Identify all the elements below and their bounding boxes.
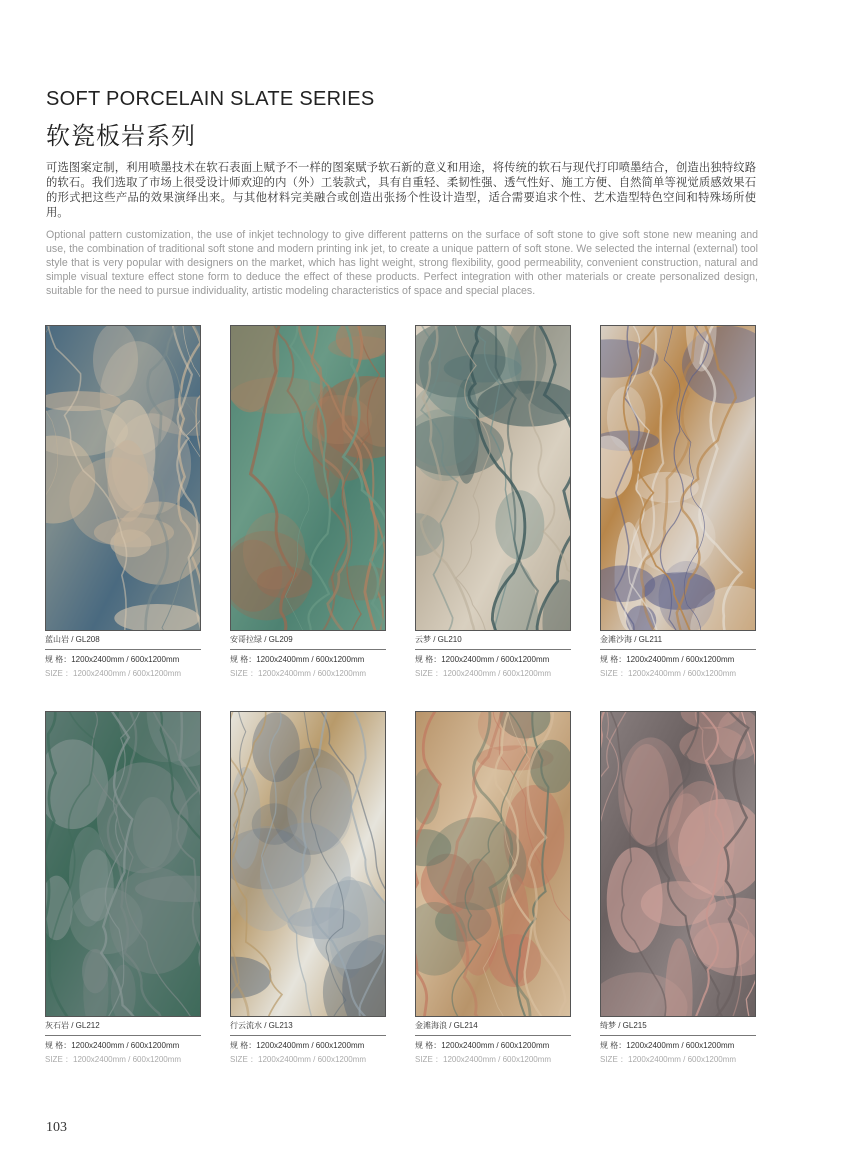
product-card[interactable] xyxy=(600,711,756,1065)
product-name: 灰石岩 / GL212 xyxy=(45,1020,201,1036)
product-spec-cn: 规 格：1200x2400mm / 600x1200mm xyxy=(45,655,180,664)
intro-cn: 可选图案定制，利用喷墨技术在软石表面上赋予不一样的图案赋予软石新的意义和用途，将传统的软石与现代打印喷墨结合，创造出独特纹路的软石。我们选取了市场上很受设计师欢迎的内（外）工装款式，具有自重轻、柔韧性强、透气性好、施工方便、自然简单等视觉质感效果石的形式把这些产品的效果演绎出来。与其他材料完美融合或创造出张扬个性设计造型，适合需要追求个性、艺术造型特色空间和特殊场所使用。 xyxy=(46,162,756,219)
product-spec-cn: 规 格：1200x2400mm / 600x1200mm xyxy=(415,1041,550,1050)
product-name: 云梦 / GL210 xyxy=(415,634,571,650)
stone-swatch xyxy=(45,325,201,631)
stone-texture xyxy=(601,326,755,630)
product-card[interactable] xyxy=(600,325,756,679)
product-spec-en: SIZE ：1200x2400mm / 600x1200mm xyxy=(45,669,182,678)
product-spec-cn: 规 格：1200x2400mm / 600x1200mm xyxy=(230,655,365,664)
product-spec-cn: 规 格：1200x2400mm / 600x1200mm xyxy=(45,1041,180,1050)
stone-texture xyxy=(231,326,385,630)
stone-swatch xyxy=(415,711,571,1017)
product-name: 金滩海浪 / GL214 xyxy=(415,1020,571,1036)
product-card[interactable] xyxy=(415,325,571,679)
stone-texture xyxy=(601,712,755,1016)
title-cn: 软瓷板岩系列 xyxy=(46,123,196,150)
product-card[interactable] xyxy=(415,711,571,1065)
product-spec-en: SIZE ：1200x2400mm / 600x1200mm xyxy=(415,1055,552,1064)
product-card[interactable] xyxy=(45,325,201,679)
product-spec-en: SIZE ：1200x2400mm / 600x1200mm xyxy=(415,669,552,678)
product-spec-en: SIZE ：1200x2400mm / 600x1200mm xyxy=(600,669,737,678)
product-spec-en: SIZE ：1200x2400mm / 600x1200mm xyxy=(45,1055,182,1064)
stone-texture xyxy=(416,712,570,1016)
product-spec-cn: 规 格：1200x2400mm / 600x1200mm xyxy=(600,655,735,664)
product-card[interactable] xyxy=(230,711,386,1065)
product-card[interactable] xyxy=(45,711,201,1065)
stone-texture xyxy=(46,712,200,1016)
stone-swatch xyxy=(45,711,201,1017)
stone-swatch xyxy=(230,325,386,631)
stone-swatch xyxy=(230,711,386,1017)
product-spec-en: SIZE ：1200x2400mm / 600x1200mm xyxy=(230,1055,367,1064)
product-name: 安哥拉绿 / GL209 xyxy=(230,634,386,650)
product-spec-cn: 规 格：1200x2400mm / 600x1200mm xyxy=(415,655,550,664)
stone-texture xyxy=(416,326,570,630)
stone-texture xyxy=(46,326,200,630)
product-name: 绮梦 / GL215 xyxy=(600,1020,756,1036)
title-en: SOFT PORCELAIN SLATE SERIES xyxy=(46,88,375,110)
product-card[interactable] xyxy=(230,325,386,679)
product-spec-cn: 规 格：1200x2400mm / 600x1200mm xyxy=(600,1041,735,1050)
stone-swatch xyxy=(415,325,571,631)
page-number: 103 xyxy=(46,1120,67,1135)
stone-texture xyxy=(231,712,385,1016)
product-name: 金滩沙海 / GL211 xyxy=(600,634,756,650)
stone-swatch xyxy=(600,711,756,1017)
product-spec-en: SIZE ：1200x2400mm / 600x1200mm xyxy=(230,669,367,678)
product-spec-en: SIZE ：1200x2400mm / 600x1200mm xyxy=(600,1055,737,1064)
product-spec-cn: 规 格：1200x2400mm / 600x1200mm xyxy=(230,1041,365,1050)
product-name: 蓝山岩 / GL208 xyxy=(45,634,201,650)
stone-swatch xyxy=(600,325,756,631)
intro-en: Optional pattern customization, the use of inkjet technology to give different patterns on the surface of soft stone to give soft stone new meaning and use, the combination of traditional soft stone and modern printing ink jet, to create a unique pattern of soft stone. We selected the internal (external) tool style that is very popular with designers on the market, which has light weight, strong flexibility, good permeability, convenient construction, natural and simple visual texture effect stone form to deduce the effect of these products. Perfect integration with other materials or create personalized design, suitable for the need to pursue individuality, artistic modeling characteristics of space and special places. xyxy=(46,229,758,297)
product-name: 行云流水 / GL213 xyxy=(230,1020,386,1036)
